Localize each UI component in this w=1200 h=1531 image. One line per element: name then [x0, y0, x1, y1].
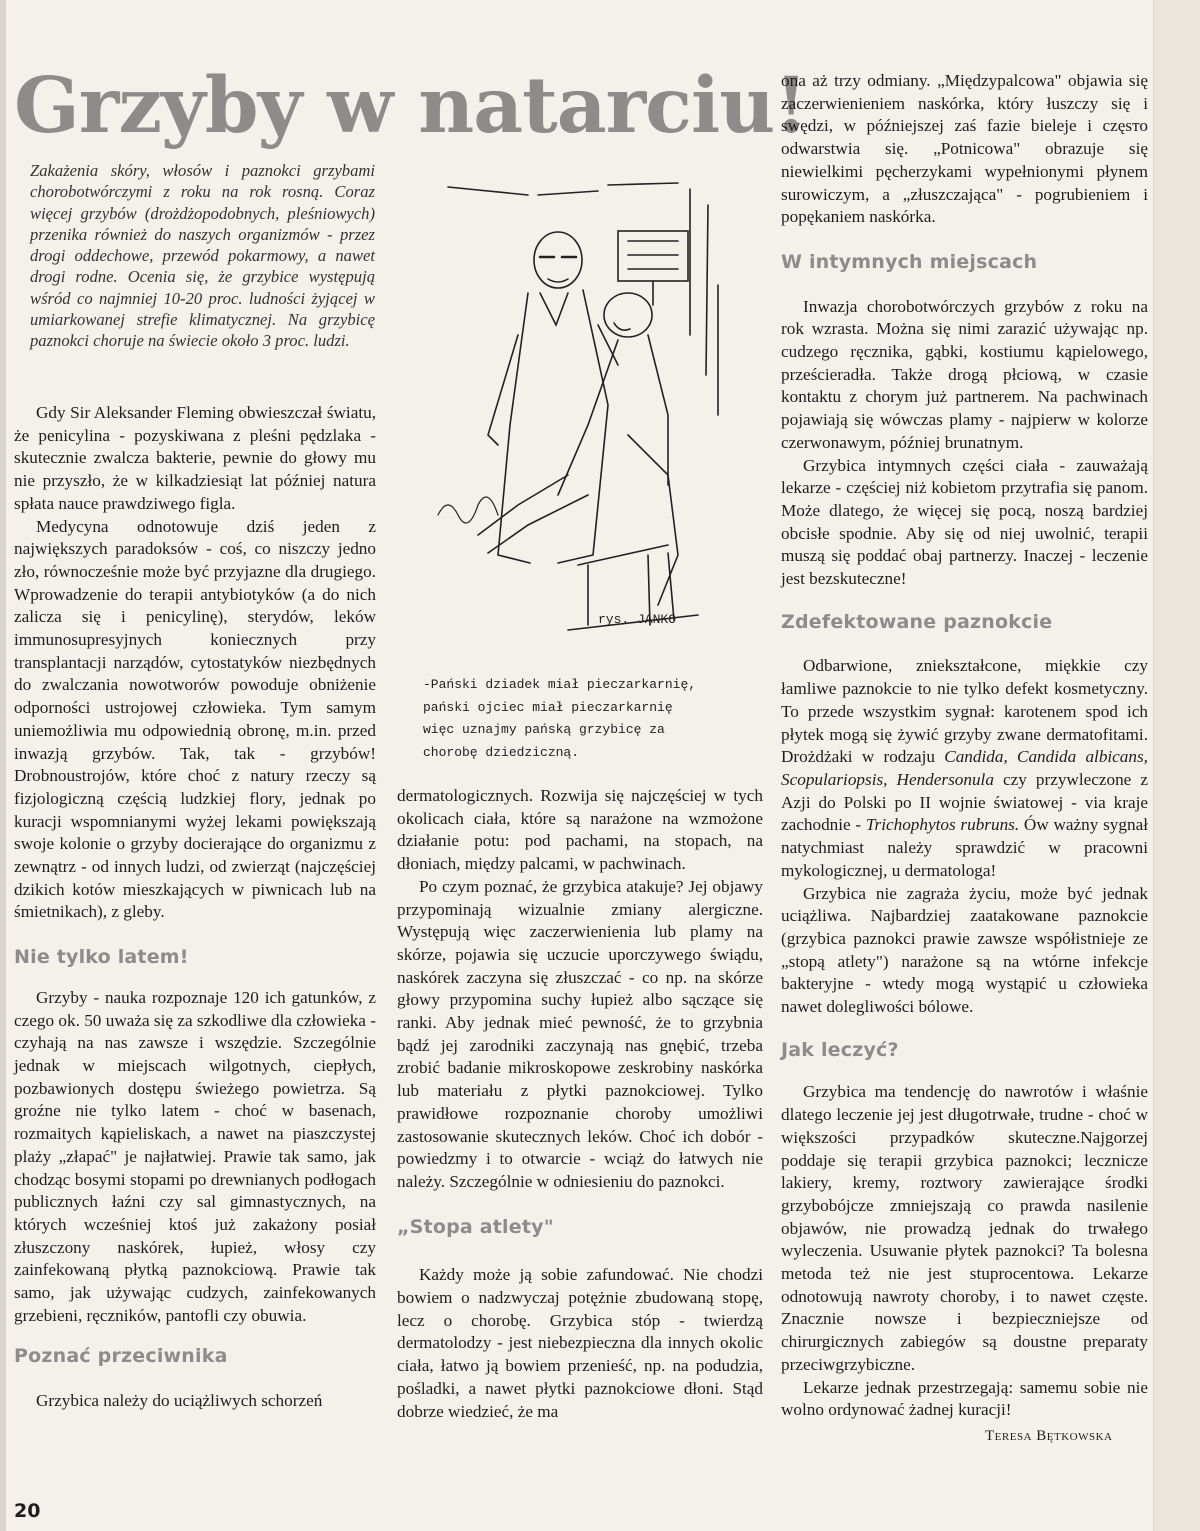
page-edge: [0, 0, 6, 1531]
paragraph: dermatologicznych. Rozwija się najczęściej w tych okolicach ciała, które są narażone na wzmożone działanie potu: pod pachami, na stopach, na dłoniach, między palcami, w pachwinach.: [397, 786, 763, 874]
caption-line: -Pański dziadek miał pieczarkarnię,: [423, 677, 697, 692]
paragraph: Lekarze jednak przestrzegają: samemu sobie nie wolno ordynować żadnej kuracji!: [781, 1377, 1148, 1420]
column-1: [14, 402, 376, 1413]
paragraph: Grzybica intymnych części ciała - zauważają lekarze - częściej niż kobietom przytrafia się panom. Może dlatego, że więcej się pocą, noszą bardziej obcisłe spodnie. Aby się od niej uwolnić, terapii muszą się poddać obaj partnerzy. Inaczej - leczenie jest bezskuteczne!: [781, 455, 1148, 589]
caption-line: chorobę dziedziczną.: [423, 744, 580, 760]
article-title: Grzyby w natarciu!: [14, 61, 808, 151]
column-3: [781, 70, 1148, 1422]
paragraph: Grzybica ma tendencję do nawrotów i właśnie dlatego leczenie jej jest długotrwałe, trudne - choć w większości przypadków skuteczne.Najgorzej poddaje się terapii grzybica paznokci; lecznicze lakiery, kremy, roztwory zawierające środki grzybobójcze zmniejszają co prawda nasilenie objawów, nie prowadzą jednak do trwałego wyleczenia. Usuwanie płytek paznokci? Ta bolesna metoda też nie jest stuprocentowa. Lekarze odnotowują nawroty choroby, i to nawet częste. Znacznie nowsze i bezpieczniejsze od chirurgicznych zabiegów są doustne preparaty przeciwgrzybiczne.: [781, 1082, 1148, 1374]
species-names: Candida, Candida albicans, Scopulariopsis, Hendersonula: [781, 747, 1148, 789]
paragraph: Inwazja chorobotwórczych grzybów z roku na rok wzrasta. Można się nimi zarazić używając np. cudzego ręcznika, gąbki, kostiumu kąpielowego, prześcieradła. Także drogą płciową, w czasie kontaktu z chorym już partnerem. Na pachwinach pojawiają się wówczas plamy - najpierw w kolorze czerwonawym, później brunatnym.: [781, 296, 1148, 452]
cartoon-caption: [423, 674, 763, 764]
lead-paragraph: Zakażenia skóry, włosów i paznokci grzybami chorobotwórczymi z roku na rok rosną. Coraz więcej grzybów (drożdżopodobnych, pleśniowych) przenika również do naszych organizmów - przez drogi oddechowe, przewód pokarmowy, a nawet drogi rodne. Oceniа się, że grzybice występują wśród co najmniej 10-20 proc. ludności żyjącej w umiarkowanej strefie klimatycznej. Na grzybicę paznokci choruje na świecie około 3 proc. ludzi.: [30, 161, 375, 351]
paragraph: Medycyna odnotowuje dziś jeden z największych paradoksów - coś, co niszczy jedno zło, równocześnie może być przyjazne dla drugiego. Wprowadzenie do terapii antybiotyków (a do nich zalicza się i penicylinę), sterydów, leków immunosupresyjnych koniecznych przy transplantacji narządów, cytostatyków niezbędnych do zwalczania nowotworów powoduje obniżenie odporności ustrojowej człowieka. Tym samym uniemożliwia mu odpowiednią obronę, m.in. przed inwazją grzybów. Tak, tak - grzybów! Drobnoustrojów, które choć z natury rzeczy są fizjologiczną częścią ludzkiej flory, jednak po kuracji wspomnianymi wyżej lekami powiększają swoje kolonie o grzyby docierające do organizmu z zewnątrz - od innych ludzi, od zwierząt (najczęściej dzikich kotów mieszkających w piwnicach lub na śmietnikach), z gleby.: [14, 516, 376, 922]
column-2: [397, 785, 763, 1423]
section-heading: W intymnych miejscach: [781, 250, 1038, 273]
section-heading: Poznać przeciwnika: [14, 1345, 228, 1368]
section-heading: Zdefektowane paznokcie: [781, 610, 1053, 633]
paragraph: Gdy Sir Aleksander Fleming obwieszczał światu, że penicylina - pozyskiwana z pleśni pędzlaka - skutecznie zwalcza bakterie, pewnie do głowy mu nie przyszło, że w kilkadziesiąt lat później natura spłata nauce prawdziwego figla.: [14, 403, 376, 513]
text-run: Ów ważny sygnał natychmiast należy sprawdzić w pracowni mykologicznej, u dermatologa!: [781, 815, 1148, 880]
paragraph: Grzybica należy do uciążliwych schorzeń: [36, 1391, 323, 1411]
article-lead: [30, 160, 375, 352]
author-byline: Teresa Bętkowska: [985, 1428, 1113, 1444]
paragraph: Każdy może ją sobie zafundować. Nie chodzi bowiem o nadzwyczaj potężnie zbudowaną stopę, lecz o chorobę. Grzybica stóp - twierdzą dermatolodzy - jest niebezpieczna dla innych okolic ciała, łatwo ją bowiem przenieść, np. na podudzia, pośladki, a nawet płytki paznokciowe dłoni. Stąd dobrze wiedzieć, że ma: [397, 1265, 763, 1421]
cartoon-illustration: [418, 175, 768, 665]
section-heading: Jak leczyć?: [781, 1038, 899, 1061]
text-run: czy przywleczone z Azji do Polski po II wojnie światowej - via kraje zachodnie -: [781, 769, 1148, 835]
text-run: Odbarwione, zniekształcone, miękkie czy łamliwe paznokcie to nie tylko defekt kosmetyczny. To przede wszystkim sygnał: karotenem spod ich płytek mogą się żywić grzyby zwane dermatofitami. Drożdżaki w rodzaju: [781, 656, 1148, 767]
page-number: 20: [14, 1500, 41, 1522]
section-heading: „Stopa atlety": [397, 1215, 554, 1238]
paragraph: Po czym poznać, że grzybica atakuje? Jej objawy przypominają wizualnie zmiany alergiczne. Występują więc zaczerwienienia lub plamy na skórze, pojawia się uczucie uporczywego świądu, naskórek zaczyna się złuszczać - co np. na skórze głowy przypomina suchy łupież albo sączące się ranki. Aby jednak mieć pewność, że to grzybnia bądź jej zarodniki zaczynają nas gnębić, trzeba zrobić badanie mikroskopowe zeskrobiny naskórka lub materiału z płytki paznokciowej. Tylko prawidłowe rozpoznanie choroby umożliwi zastosowanie skutecznych leków. Choć ich dobór - powiedzmy i to otwarcie - wciąż do łatwych nie należy. Szczególnie w odniesieniu do paznokci.: [397, 876, 763, 1191]
caption-line: pański ojciec miał pieczarkarnię: [423, 699, 673, 715]
paragraph: Grzyby - nauka rozpoznaje 120 ich gatunków, z czego ok. 50 uważa się za szkodliwe dla człowieka - czyhają na nas zawsze i wszędzie. Szczególnie jednak w miejscach wilgotnych, ciepłych, pozbawionych dostępu świeżego powietrza. Są groźne nie tylko latem - choć w basenach, rozmaitych kąpieliskach, a nawet na piaszczystej plaży „złapać" je najłatwiej. Prawie tak samo, jak chodząc bosymi stopami po drewnianych podłogach publicznych łaźni czy sal gimnastycznych, na których wcześniej ktoś już zakażony posiał złuszczony naskórek, łupież, włosy czy zainfekowaną płytką paznokciową. Prawie tak samo, jak używając cudzych, zainfekowanych grzebieni, ręczników, pantofli czy obuwia.: [14, 987, 376, 1325]
section-heading: Nie tylko latem!: [14, 946, 189, 969]
paragraph: [781, 655, 1148, 882]
paragraph: ona aż trzy odmiany. „Międzypalcowa" objawia się zaczerwienieniem naskórka, który łuszczy się i swędzi, w późniejszej zaś fazie bieleje i częsто odwarstwia się. „Potnicowa" obrazuje się niewielkimi pęcherzykami wypełnionymi płynem surowiczym, a „złuszczająca" - pogrubieniem i popękaniem naskórka.: [781, 71, 1148, 227]
next-page-bleed: [1153, 0, 1200, 1531]
paragraph: Grzybica nie zagraża życiu, może być jednak uciążliwa. Najbardziej zaatakowane paznokcie (grzybica paznokci prawie zawsze współistnieje ze „stopą atlety") narażone są na wtórne infekcje bakteryjne - wtedy mogą wystąpić u człowieka nawet dolegliwości bólowe.: [781, 883, 1148, 1017]
cartoon-credit: rys. JANKO: [598, 612, 677, 627]
caption-line: więc uznajmy pańską grzybicę za: [423, 722, 665, 737]
species-name: Trichophytos rubruns.: [865, 815, 1020, 835]
